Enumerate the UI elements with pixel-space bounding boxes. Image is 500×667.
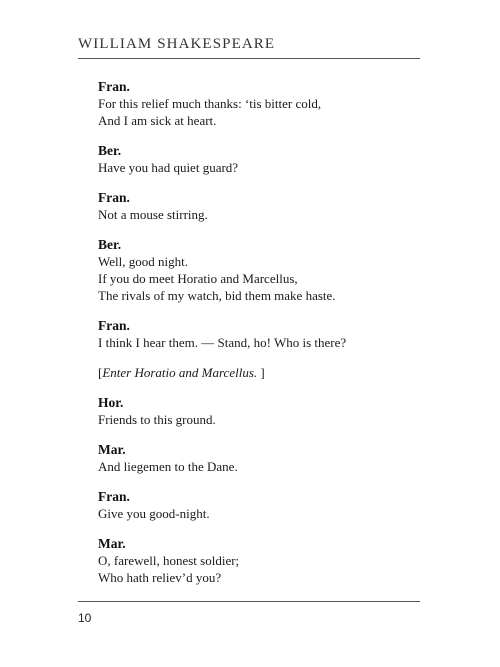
speech-line: The rivals of my watch, bid them make haste.: [98, 288, 336, 303]
play-text: [98, 78, 408, 599]
speech: [98, 317, 408, 351]
speech: [98, 142, 408, 176]
footer-rule: [78, 601, 420, 602]
speech-line: And liegemen to the Dane.: [98, 459, 238, 474]
speech: [98, 535, 408, 586]
speech-line: I think I hear them. — Stand, ho! Who is there?: [98, 335, 347, 350]
speaker-name: Mar.: [98, 536, 126, 551]
speech: [98, 488, 408, 522]
speech-line: Well, good night.: [98, 254, 188, 269]
running-head: WILLIAM SHAKESPEARE: [78, 36, 276, 52]
speech-line: Not a mouse stirring.: [98, 207, 208, 222]
speech-line: For this relief much thanks: ‘tis bitter cold,: [98, 96, 322, 111]
speaker-name: Fran.: [98, 489, 130, 504]
speech-line: Who hath reliev’d you?: [98, 570, 222, 585]
page-number: 10: [78, 611, 92, 625]
speech: [98, 441, 408, 475]
speaker-name: Mar.: [98, 442, 126, 457]
stage-direction-text: Enter Horatio and Marcellus.: [102, 365, 258, 380]
stage-direction-open-bracket: [: [98, 365, 103, 380]
speech: [98, 189, 408, 223]
speech: [98, 394, 408, 428]
speaker-name: Hor.: [98, 395, 124, 410]
speaker-name: Fran.: [98, 79, 130, 94]
speaker-name: Fran.: [98, 190, 130, 205]
speech-line: O, farewell, honest soldier;: [98, 553, 240, 568]
stage-direction-close-bracket: ]: [257, 365, 265, 380]
speaker-name: Ber.: [98, 237, 122, 252]
speaker-name: Ber.: [98, 143, 122, 158]
speech: [98, 78, 408, 129]
speech-line: If you do meet Horatio and Marcellus,: [98, 271, 298, 286]
speech-line: Have you had quiet guard?: [98, 160, 239, 175]
speech: [98, 236, 408, 304]
stage-direction: [98, 364, 408, 381]
header-rule: [78, 58, 420, 59]
speech-line: And I am sick at heart.: [98, 113, 217, 128]
speech-line: Friends to this ground.: [98, 412, 216, 427]
speech-line: Give you good-night.: [98, 506, 210, 521]
speaker-name: Fran.: [98, 318, 130, 333]
